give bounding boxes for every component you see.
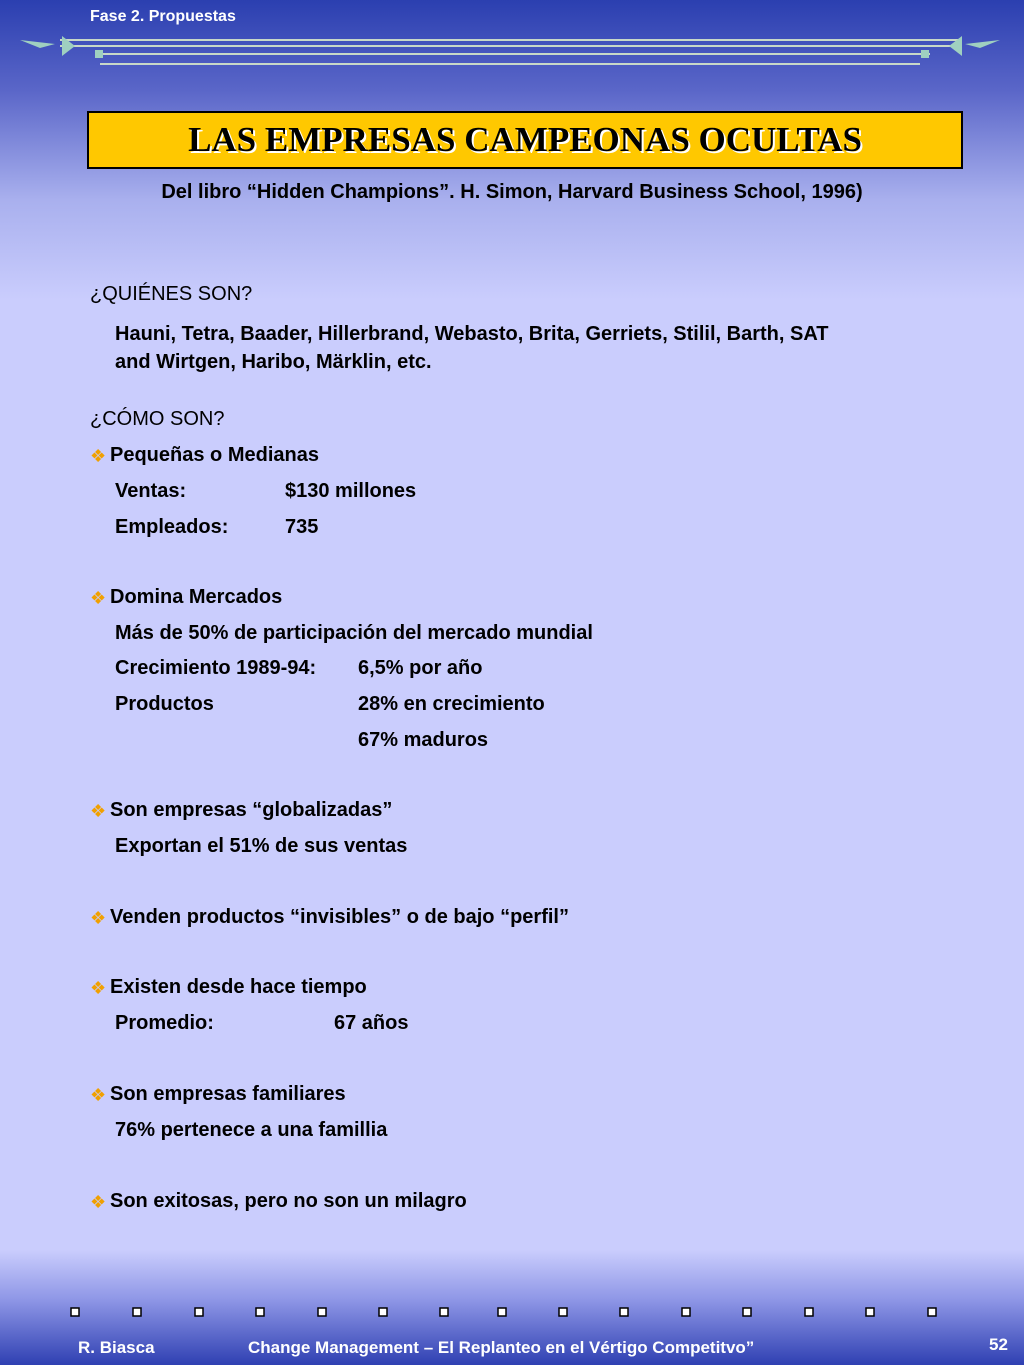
promedio-label: Promedio: [115, 1012, 214, 1034]
productos-label: Productos [115, 693, 214, 715]
productos-value-1: 28% en crecimiento [358, 693, 545, 715]
bullet-title-6: Son empresas familiares [110, 1083, 346, 1105]
promedio-value: 67 años [334, 1012, 409, 1034]
bullet-title-4: Venden productos “invisibles” o de bajo “perfil” [110, 906, 569, 928]
title-box [87, 111, 963, 169]
diamond-bullet-icon: ❖ [90, 978, 107, 998]
diamond-bullet-icon: ❖ [90, 1085, 107, 1105]
crecimiento-value: 6,5% por año [358, 657, 483, 679]
empleados-value: 735 [285, 516, 319, 538]
bullet-title-3: Son empresas “globalizadas” [110, 799, 393, 821]
bullet-title-2: Domina Mercados [110, 586, 283, 608]
diamond-bullet-icon: ❖ [90, 1192, 107, 1212]
page-title: LAS EMPRESAS CAMPEONAS OCULTAS [188, 120, 862, 159]
diamond-bullet-icon: ❖ [90, 801, 107, 821]
who-line-2: and Wirtgen, Haribo, Märklin, etc. [115, 351, 432, 373]
productos-value-2: 67% maduros [358, 729, 489, 751]
how-question: ¿CÓMO SON? [90, 408, 225, 430]
diamond-bullet-icon: ❖ [90, 908, 107, 928]
header-ornament [0, 28, 1024, 73]
subtitle: Del libro “Hidden Champions”. H. Simon, Harvard Business School, 1996) [161, 181, 863, 203]
market-share-line: Más de 50% de participación del mercado mundial [115, 622, 593, 644]
ventas-value: $130 millones [285, 480, 417, 502]
footer-dot-row [0, 1306, 1024, 1320]
empleados-label: Empleados: [115, 516, 229, 538]
crecimiento-label: Crecimiento 1989-94: [115, 657, 317, 679]
diamond-bullet-icon: ❖ [90, 588, 107, 608]
familia-line: 76% pertenece a una famillia [115, 1119, 388, 1141]
bullet-title-5: Existen desde hace tiempo [110, 976, 367, 998]
footer-author: R. Biasca [78, 1338, 155, 1357]
who-line-1: Hauni, Tetra, Baader, Hillerbrand, Webasto, Brita, Gerriets, Stilil, Barth, SAT [115, 323, 829, 345]
ventas-label: Ventas: [115, 480, 187, 502]
who-question: ¿QUIÉNES SON? [90, 283, 253, 305]
bullet-title-1: Pequeñas o Medianas [110, 444, 319, 466]
section-label: Fase 2. Propuestas [90, 8, 236, 25]
footer-course: Change Management – El Replanteo en el Vértigo Competitvo” [248, 1338, 755, 1357]
diamond-bullet-icon: ❖ [90, 446, 107, 466]
export-line: Exportan el 51% de sus ventas [115, 835, 408, 857]
bullet-title-7: Son exitosas, pero no son un milagro [110, 1190, 467, 1212]
page-number: 52 [989, 1335, 1008, 1354]
